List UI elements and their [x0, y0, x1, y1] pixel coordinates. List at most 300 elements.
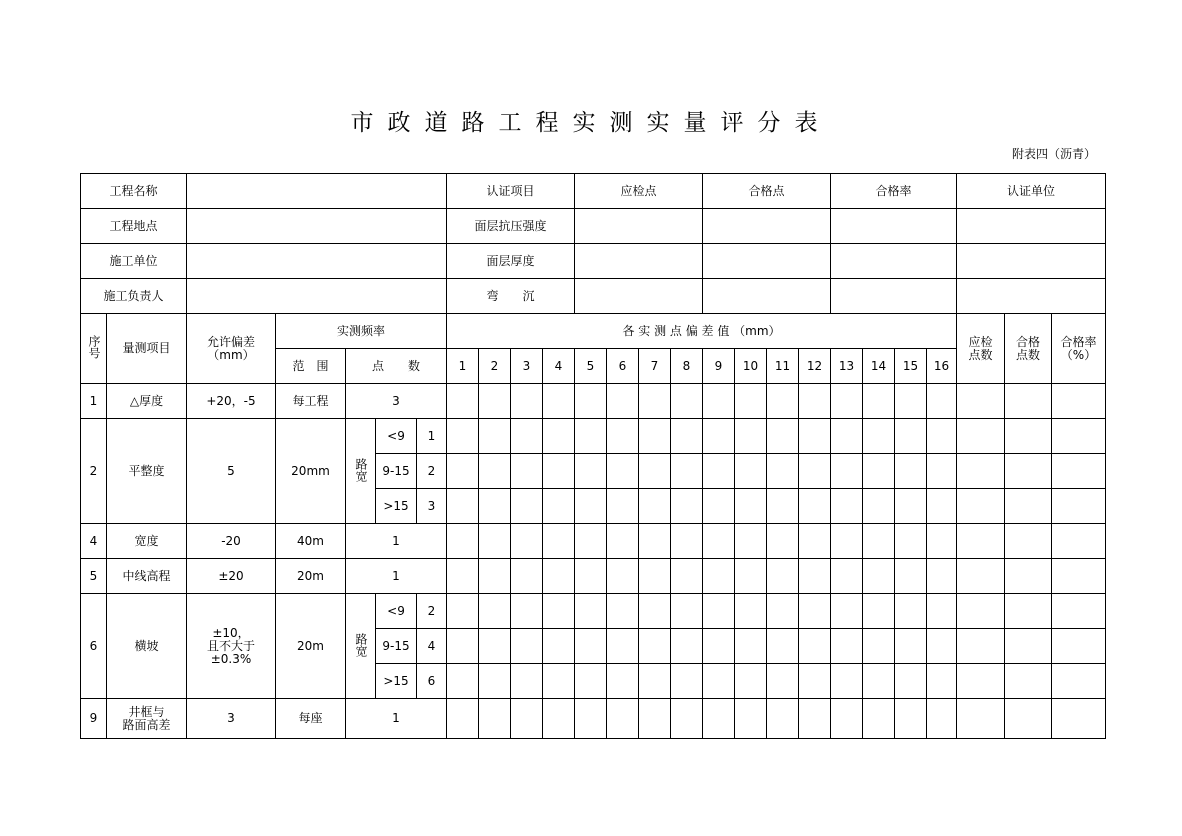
deviation-cell[interactable]	[479, 594, 511, 629]
cert-cell[interactable]	[703, 279, 831, 314]
deviation-cell[interactable]	[863, 594, 895, 629]
cert-item-label: 面层抗压强度	[447, 209, 575, 244]
deviation-cell[interactable]	[575, 629, 607, 664]
deviation-cell[interactable]	[735, 594, 767, 629]
deviation-cell[interactable]	[575, 699, 607, 739]
deviation-cell[interactable]	[927, 419, 957, 454]
info-value-field[interactable]	[187, 209, 447, 244]
result-cell[interactable]	[1005, 699, 1052, 739]
should-check-points-header: 应检 点数	[957, 314, 1005, 384]
deviation-cell[interactable]	[575, 419, 607, 454]
deviation-cell[interactable]	[799, 419, 831, 454]
result-cell[interactable]	[957, 524, 1005, 559]
deviation-cell[interactable]	[543, 524, 575, 559]
result-cell[interactable]	[1005, 629, 1052, 664]
deviation-cell[interactable]	[447, 454, 479, 489]
deviation-cell[interactable]	[479, 384, 511, 419]
table-row	[81, 594, 1106, 629]
table-row	[81, 419, 1106, 454]
cert-item-label: 面层厚度	[447, 244, 575, 279]
deviation-cell[interactable]	[735, 489, 767, 524]
deviation-cell[interactable]	[831, 384, 863, 419]
deviation-cell[interactable]	[703, 559, 735, 594]
deviation-cell[interactable]	[831, 419, 863, 454]
result-cell[interactable]	[1052, 419, 1106, 454]
point-number: 14	[863, 349, 895, 384]
result-cell[interactable]	[1005, 454, 1052, 489]
deviation-cell[interactable]	[863, 629, 895, 664]
deviation-cell[interactable]	[607, 699, 639, 739]
deviation-cell[interactable]	[511, 489, 543, 524]
deviation-cell[interactable]	[703, 664, 735, 699]
deviation-cell[interactable]	[863, 454, 895, 489]
deviation-cell[interactable]	[703, 699, 735, 739]
sub-points-cell: 4	[417, 629, 447, 664]
cert-cell[interactable]	[575, 279, 703, 314]
deviation-cell[interactable]	[831, 559, 863, 594]
cert-header-item: 认证项目	[447, 174, 575, 209]
deviation-cell[interactable]	[543, 594, 575, 629]
qualified-points-header: 合格 点数	[1005, 314, 1052, 384]
result-cell[interactable]	[1052, 524, 1106, 559]
seq-cell: 5	[81, 559, 107, 594]
deviation-cell[interactable]	[735, 664, 767, 699]
points-cell: 1	[346, 559, 447, 594]
info-label: 施工负责人	[81, 279, 187, 314]
deviation-cell[interactable]	[447, 594, 479, 629]
point-number: 13	[831, 349, 863, 384]
deviation-cell[interactable]	[927, 524, 957, 559]
deviation-cell[interactable]	[767, 594, 799, 629]
result-cell[interactable]	[1052, 559, 1106, 594]
deviation-cell[interactable]	[927, 629, 957, 664]
deviation-cell[interactable]	[799, 524, 831, 559]
deviation-cell[interactable]	[575, 524, 607, 559]
range-cell: 每座	[276, 699, 346, 739]
page-title: 市政道路工程实测实量评分表	[350, 110, 832, 136]
width-range-cell: 9-15	[376, 454, 417, 489]
deviation-cell[interactable]	[671, 454, 703, 489]
deviation-cell[interactable]	[863, 384, 895, 419]
deviation-cell[interactable]	[895, 454, 927, 489]
deviation-cell[interactable]	[479, 524, 511, 559]
deviation-cell[interactable]	[767, 559, 799, 594]
cert-cell[interactable]	[703, 244, 831, 279]
deviation-cell[interactable]	[927, 384, 957, 419]
sub-points-cell: 6	[417, 664, 447, 699]
seq-header: 序号	[81, 314, 107, 384]
deviation-cell[interactable]	[479, 454, 511, 489]
deviation-cell[interactable]	[639, 489, 671, 524]
info-row	[81, 209, 1106, 244]
deviation-cell[interactable]	[447, 524, 479, 559]
deviation-cell[interactable]	[703, 384, 735, 419]
deviation-cell[interactable]	[447, 629, 479, 664]
table-row	[81, 699, 1106, 739]
deviation-cell[interactable]	[703, 419, 735, 454]
deviation-cell[interactable]	[671, 629, 703, 664]
result-cell[interactable]	[1005, 419, 1052, 454]
result-cell[interactable]	[957, 419, 1005, 454]
seq-cell: 6	[81, 594, 107, 699]
range-cell: 40m	[276, 524, 346, 559]
cert-cell[interactable]	[831, 244, 957, 279]
deviation-cell[interactable]	[511, 664, 543, 699]
deviation-cell[interactable]	[895, 524, 927, 559]
deviation-cell[interactable]	[447, 489, 479, 524]
deviation-cell[interactable]	[799, 664, 831, 699]
cert-header-rate: 合格率	[831, 174, 957, 209]
deviation-cell[interactable]	[639, 699, 671, 739]
deviation-cell[interactable]	[575, 594, 607, 629]
deviation-cell[interactable]	[479, 559, 511, 594]
result-cell[interactable]	[1005, 559, 1052, 594]
road-width-label: 路宽	[346, 419, 376, 524]
deviation-cell[interactable]	[575, 559, 607, 594]
deviation-cell[interactable]	[927, 594, 957, 629]
result-cell[interactable]	[1005, 524, 1052, 559]
frequency-header: 实测频率	[276, 314, 447, 349]
deviation-cell[interactable]	[671, 419, 703, 454]
tolerance-cell: ±20	[187, 559, 276, 594]
deviation-cell[interactable]	[639, 454, 671, 489]
deviation-cell[interactable]	[511, 419, 543, 454]
deviation-cell[interactable]	[639, 594, 671, 629]
item-cell: 宽度	[107, 524, 187, 559]
table-row	[81, 524, 1106, 559]
result-cell[interactable]	[1052, 489, 1106, 524]
points-cell: 1	[346, 524, 447, 559]
deviation-cell[interactable]	[863, 419, 895, 454]
cert-cell[interactable]	[957, 244, 1106, 279]
cert-cell[interactable]	[575, 244, 703, 279]
result-cell[interactable]	[1052, 454, 1106, 489]
deviation-cell[interactable]	[895, 699, 927, 739]
deviation-cell[interactable]	[479, 664, 511, 699]
deviation-cell[interactable]	[543, 384, 575, 419]
point-number: 16	[927, 349, 957, 384]
road-width-label: 路宽	[346, 594, 376, 699]
cert-cell[interactable]	[957, 209, 1106, 244]
deviation-cell[interactable]	[735, 384, 767, 419]
deviation-cell[interactable]	[831, 489, 863, 524]
cert-cell[interactable]	[957, 279, 1106, 314]
deviation-cell[interactable]	[927, 664, 957, 699]
deviation-cell[interactable]	[575, 489, 607, 524]
info-row	[81, 244, 1106, 279]
cert-cell[interactable]	[575, 209, 703, 244]
points-cell: 1	[346, 699, 447, 739]
deviation-cell[interactable]	[447, 559, 479, 594]
deviation-cell[interactable]	[543, 419, 575, 454]
deviation-cell[interactable]	[863, 524, 895, 559]
deviation-cell[interactable]	[607, 524, 639, 559]
deviation-cell[interactable]	[479, 489, 511, 524]
cert-cell[interactable]	[703, 209, 831, 244]
deviation-cell[interactable]	[703, 454, 735, 489]
deviation-cell[interactable]	[767, 524, 799, 559]
deviation-cell[interactable]	[799, 594, 831, 629]
width-range-cell: <9	[376, 419, 417, 454]
deviation-cell[interactable]	[639, 419, 671, 454]
result-cell[interactable]	[1005, 594, 1052, 629]
result-cell[interactable]	[957, 489, 1005, 524]
points-cell: 3	[346, 384, 447, 419]
tolerance-header: 允许偏差 （mm）	[187, 314, 276, 384]
deviation-cell[interactable]	[639, 384, 671, 419]
points-header: 点 数	[346, 349, 447, 384]
deviation-cell[interactable]	[479, 419, 511, 454]
point-number: 8	[671, 349, 703, 384]
cert-header-unit: 认证单位	[957, 174, 1106, 209]
sub-points-cell: 1	[417, 419, 447, 454]
deviation-cell[interactable]	[671, 699, 703, 739]
deviation-cell[interactable]	[607, 454, 639, 489]
deviation-cell[interactable]	[543, 699, 575, 739]
point-number: 10	[735, 349, 767, 384]
item-cell: 平整度	[107, 419, 187, 524]
info-label: 施工单位	[81, 244, 187, 279]
deviation-cell[interactable]	[735, 524, 767, 559]
deviation-cell[interactable]	[863, 664, 895, 699]
seq-cell: 1	[81, 384, 107, 419]
deviation-cell[interactable]	[895, 419, 927, 454]
deviation-cell[interactable]	[447, 384, 479, 419]
deviation-cell[interactable]	[671, 664, 703, 699]
point-number: 2	[479, 349, 511, 384]
deviation-cell[interactable]	[863, 559, 895, 594]
deviation-cell[interactable]	[575, 664, 607, 699]
deviation-cell[interactable]	[511, 454, 543, 489]
deviation-cell[interactable]	[767, 699, 799, 739]
width-range-cell: >15	[376, 664, 417, 699]
deviation-cell[interactable]	[511, 699, 543, 739]
result-cell[interactable]	[957, 629, 1005, 664]
deviation-cell[interactable]	[735, 454, 767, 489]
result-cell[interactable]	[957, 594, 1005, 629]
sub-points-cell: 3	[417, 489, 447, 524]
deviation-cell[interactable]	[607, 664, 639, 699]
deviation-cell[interactable]	[703, 629, 735, 664]
deviation-cell[interactable]	[447, 699, 479, 739]
deviation-cell[interactable]	[511, 524, 543, 559]
deviation-cell[interactable]	[639, 629, 671, 664]
deviation-cell[interactable]	[607, 489, 639, 524]
table-row	[81, 384, 1106, 419]
deviation-cell[interactable]	[735, 629, 767, 664]
result-cell[interactable]	[1052, 664, 1106, 699]
deviation-cell[interactable]	[799, 699, 831, 739]
cert-cell[interactable]	[831, 209, 957, 244]
seq-cell: 9	[81, 699, 107, 739]
info-value-field[interactable]	[187, 244, 447, 279]
cert-cell[interactable]	[831, 279, 957, 314]
appendix-label: 附表四（沥青）	[1011, 147, 1096, 161]
point-number: 3	[511, 349, 543, 384]
item-cell: △厚度	[107, 384, 187, 419]
deviation-cell[interactable]	[671, 594, 703, 629]
cert-item-label: 弯 沉	[447, 279, 575, 314]
result-cell[interactable]	[1005, 489, 1052, 524]
deviation-cell[interactable]	[767, 489, 799, 524]
pass-rate-header: 合格率 （%）	[1052, 314, 1106, 384]
info-value-field[interactable]	[187, 279, 447, 314]
deviation-cell[interactable]	[607, 384, 639, 419]
deviation-cell[interactable]	[671, 524, 703, 559]
deviation-cell[interactable]	[831, 594, 863, 629]
deviation-cell[interactable]	[607, 419, 639, 454]
range-cell: 每工程	[276, 384, 346, 419]
range-cell: 20mm	[276, 419, 346, 524]
table-row	[81, 559, 1106, 594]
info-label: 工程地点	[81, 209, 187, 244]
item-cell: 井框与 路面高差	[107, 699, 187, 739]
deviation-cell[interactable]	[895, 384, 927, 419]
measure-header-row	[81, 314, 1106, 349]
result-cell[interactable]	[1052, 699, 1106, 739]
deviation-cell[interactable]	[767, 629, 799, 664]
deviation-cell[interactable]	[703, 489, 735, 524]
deviation-cell[interactable]	[895, 629, 927, 664]
deviation-cell[interactable]	[479, 699, 511, 739]
point-number: 5	[575, 349, 607, 384]
deviation-cell[interactable]	[639, 524, 671, 559]
result-cell[interactable]	[957, 454, 1005, 489]
deviation-cell[interactable]	[767, 454, 799, 489]
deviation-cell[interactable]	[767, 419, 799, 454]
deviation-cell[interactable]	[799, 384, 831, 419]
deviation-header: 各 实 测 点 偏 差 值 （mm）	[447, 314, 957, 349]
deviation-cell[interactable]	[735, 419, 767, 454]
deviation-cell[interactable]	[543, 454, 575, 489]
width-range-cell: >15	[376, 489, 417, 524]
score-sheet-table	[80, 173, 1106, 739]
tolerance-cell: +20，-5	[187, 384, 276, 419]
tolerance-cell: -20	[187, 524, 276, 559]
result-cell[interactable]	[957, 559, 1005, 594]
result-cell[interactable]	[1052, 594, 1106, 629]
deviation-cell[interactable]	[767, 664, 799, 699]
tolerance-cell: ±10， 且不大于 ±0.3%	[187, 594, 276, 699]
point-number: 9	[703, 349, 735, 384]
point-number: 12	[799, 349, 831, 384]
deviation-cell[interactable]	[511, 559, 543, 594]
deviation-cell[interactable]	[511, 384, 543, 419]
sub-points-cell: 2	[417, 594, 447, 629]
deviation-cell[interactable]	[671, 489, 703, 524]
result-cell[interactable]	[957, 664, 1005, 699]
result-cell[interactable]	[1005, 664, 1052, 699]
deviation-cell[interactable]	[671, 559, 703, 594]
deviation-cell[interactable]	[831, 524, 863, 559]
deviation-cell[interactable]	[447, 664, 479, 699]
seq-cell: 4	[81, 524, 107, 559]
range-cell: 20m	[276, 559, 346, 594]
deviation-cell[interactable]	[607, 594, 639, 629]
result-cell[interactable]	[1052, 629, 1106, 664]
deviation-cell[interactable]	[767, 384, 799, 419]
deviation-cell[interactable]	[831, 699, 863, 739]
deviation-cell[interactable]	[479, 629, 511, 664]
info-row	[81, 174, 1106, 209]
deviation-cell[interactable]	[575, 384, 607, 419]
deviation-cell[interactable]	[735, 559, 767, 594]
deviation-cell[interactable]	[927, 489, 957, 524]
item-cell: 横坡	[107, 594, 187, 699]
item-cell: 中线高程	[107, 559, 187, 594]
deviation-cell[interactable]	[831, 629, 863, 664]
info-value-field[interactable]	[187, 174, 447, 209]
deviation-cell[interactable]	[927, 454, 957, 489]
sub-points-cell: 2	[417, 454, 447, 489]
deviation-cell[interactable]	[607, 559, 639, 594]
deviation-cell[interactable]	[511, 629, 543, 664]
deviation-cell[interactable]	[543, 559, 575, 594]
deviation-cell[interactable]	[735, 699, 767, 739]
point-number: 6	[607, 349, 639, 384]
deviation-cell[interactable]	[639, 664, 671, 699]
range-header: 范 围	[276, 349, 346, 384]
width-range-cell: <9	[376, 594, 417, 629]
deviation-cell[interactable]	[895, 594, 927, 629]
point-number: 7	[639, 349, 671, 384]
deviation-cell[interactable]	[831, 664, 863, 699]
deviation-cell[interactable]	[511, 594, 543, 629]
deviation-cell[interactable]	[543, 489, 575, 524]
width-range-cell: 9-15	[376, 629, 417, 664]
point-number: 11	[767, 349, 799, 384]
seq-cell: 2	[81, 419, 107, 524]
result-cell[interactable]	[1052, 384, 1106, 419]
deviation-cell[interactable]	[927, 559, 957, 594]
deviation-cell[interactable]	[895, 489, 927, 524]
deviation-cell[interactable]	[927, 699, 957, 739]
info-label: 工程名称	[81, 174, 187, 209]
deviation-cell[interactable]	[799, 629, 831, 664]
result-cell[interactable]	[957, 699, 1005, 739]
deviation-cell[interactable]	[671, 384, 703, 419]
deviation-cell[interactable]	[863, 699, 895, 739]
deviation-cell[interactable]	[799, 454, 831, 489]
deviation-cell[interactable]	[543, 629, 575, 664]
point-number: 15	[895, 349, 927, 384]
range-cell: 20m	[276, 594, 346, 699]
tolerance-cell: 3	[187, 699, 276, 739]
tolerance-cell: 5	[187, 419, 276, 524]
deviation-cell[interactable]	[799, 559, 831, 594]
deviation-cell[interactable]	[895, 559, 927, 594]
result-cell[interactable]	[1005, 384, 1052, 419]
deviation-cell[interactable]	[703, 524, 735, 559]
result-cell[interactable]	[957, 384, 1005, 419]
cert-header-qualified: 合格点	[703, 174, 831, 209]
deviation-cell[interactable]	[639, 559, 671, 594]
point-number: 1	[447, 349, 479, 384]
deviation-cell[interactable]	[895, 664, 927, 699]
item-header: 量测项目	[107, 314, 187, 384]
deviation-cell[interactable]	[575, 454, 607, 489]
deviation-cell[interactable]	[831, 454, 863, 489]
deviation-cell[interactable]	[447, 419, 479, 454]
deviation-cell[interactable]	[799, 489, 831, 524]
deviation-cell[interactable]	[607, 629, 639, 664]
info-row	[81, 279, 1106, 314]
cert-header-should-check: 应检点	[575, 174, 703, 209]
deviation-cell[interactable]	[703, 594, 735, 629]
deviation-cell[interactable]	[543, 664, 575, 699]
deviation-cell[interactable]	[863, 489, 895, 524]
point-number: 4	[543, 349, 575, 384]
